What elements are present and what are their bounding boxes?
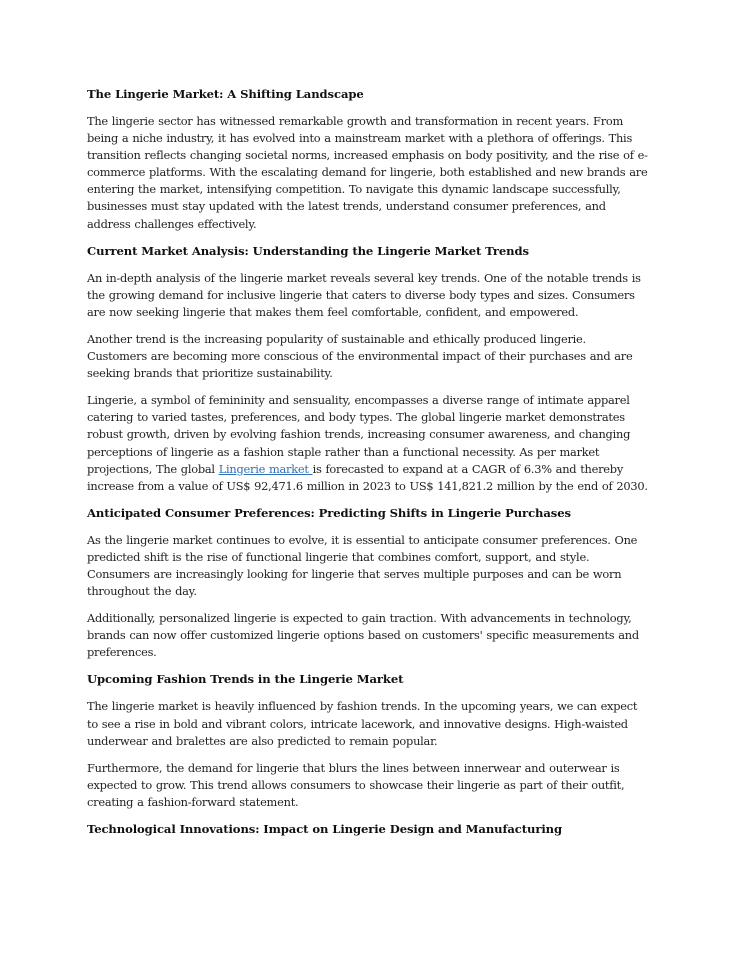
paragraph-sustainable-lingerie: Another trend is the increasing popularity of sustainable and ethically produced lingerie. Customers are becoming more conscious of the environmental impact of their purchases and are seeking brands that prioritize sustainability. — [87, 331, 633, 381]
market-projection-text-before: Lingerie, a symbol of femininity and sensuality, encompasses a diverse range of intimate apparel catering to varied tastes, preferences, and body types. The global lingerie market demonstrates robust growth, driven by evolving fashion trends, increasing consumer awareness, and changing perceptions of lingerie as a fashion staple rather than a functional necessity. As per market projections, The global — [87, 393, 631, 476]
paragraph-market-projection — [87, 392, 649, 495]
paragraph-innerwear-outerwear: Furthermore, the demand for lingerie that blurs the lines between innerwear and outerwear is expected to grow. This trend allows consumers to showcase their lingerie as part of their outfit, creating a fashion-forward statement. — [87, 760, 625, 809]
paragraph-inclusive-lingerie: An in-depth analysis of the lingerie market reveals several key trends. One of the notable trends is the growing demand for inclusive lingerie that caters to diverse body types and sizes. Consumers are now seeking lingerie that makes them feel comfortable, confident, and empowered. — [87, 270, 641, 319]
paragraph-functional-lingerie: As the lingerie market continues to evolve, it is essential to anticipate consumer preferences. One predicted shift is the rise of functional lingerie that combines comfort, support, and style. Consumers are increasingly looking for lingerie that serves multiple purposes and can be worn throughout the day. — [87, 532, 638, 599]
document-page — [87, 86, 649, 848]
market-projection-text-after: is forecasted to expand at a CAGR of 6.3% and thereby increase from a value of US$ 92,471.6 million in 2023 to US$ 141,821.2 million by the end of 2030. — [87, 461, 648, 493]
paragraph-fashion-trends: The lingerie market is heavily influenced by fashion trends. In the upcoming years, we can expect to see a rise in bold and vibrant colors, intricate lacework, and innovative designs. High-waisted underwear and bralettes are also predicted to remain popular. — [87, 699, 638, 748]
section-heading-fashion-trends: Upcoming Fashion Trends in the Lingerie Market — [87, 672, 404, 687]
paragraph-shifting-landscape: The lingerie sector has witnessed remarkable growth and transformation in recent years. From being a niche industry, it has evolved into a mainstream market with a plethora of offerings. This transition reflects changing societal norms, increased emphasis on body positivity, and the rise of e-commerce platforms. With the escalating demand for lingerie, both established and new brands are entering the market, intensifying competition. To navigate this dynamic landscape successfully, businesses must stay updated with the latest trends, understand consumer preferences, and address challenges effectively. — [87, 114, 648, 231]
paragraph-personalized-lingerie: Additionally, personalized lingerie is expected to gain traction. With advancements in technology, brands can now offer customized lingerie options based on customers' specific measurements and preferences. — [87, 611, 639, 660]
section-heading-technological-innovations: Technological Innovations: Impact on Lingerie Design and Manufacturing — [87, 822, 562, 836]
section-heading-current-market-analysis: Current Market Analysis: Understanding the Lingerie Market Trends — [87, 243, 529, 258]
section-heading-shifting-landscape: The Lingerie Market: A Shifting Landscape — [87, 87, 364, 101]
section-heading-consumer-preferences: Anticipated Consumer Preferences: Predicting Shifts in Lingerie Purchases — [87, 505, 571, 520]
lingerie-market-link[interactable]: Lingerie market — [218, 461, 313, 476]
